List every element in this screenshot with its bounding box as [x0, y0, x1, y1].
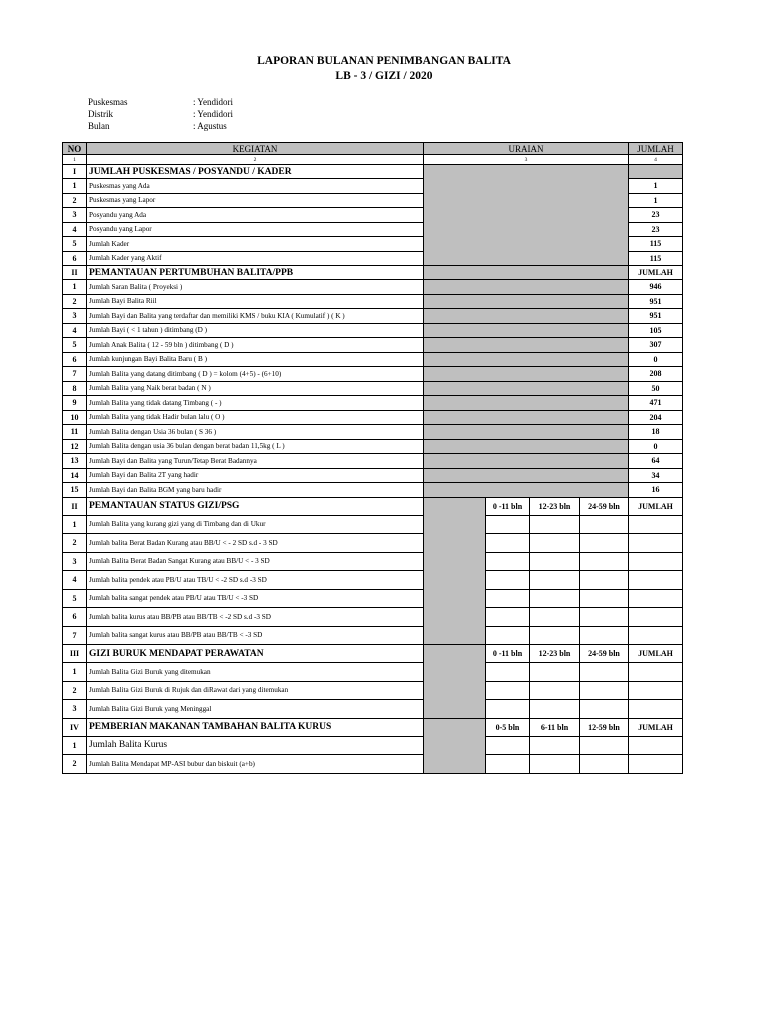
row-number: 1 — [63, 280, 87, 295]
empty-value-cell — [486, 700, 530, 719]
empty-value-cell — [486, 534, 530, 553]
row-number: 13 — [63, 454, 87, 469]
age-column-header: 0 -11 bln — [486, 645, 530, 663]
column-number: 2 — [87, 155, 424, 165]
row-number: 2 — [63, 681, 87, 700]
section-number: III — [63, 645, 87, 663]
empty-value-cell — [629, 608, 683, 627]
table-row — [63, 367, 683, 382]
section-header — [63, 645, 683, 663]
empty-value-cell — [629, 626, 683, 645]
row-number: 3 — [63, 309, 87, 324]
row-value: 0 — [629, 352, 683, 367]
table-row — [63, 571, 683, 590]
row-number: 1 — [63, 179, 87, 194]
row-value: 23 — [629, 208, 683, 223]
row-value: 471 — [629, 396, 683, 411]
section-title: JUMLAH PUSKESMAS / POSYANDU / KADER — [87, 165, 424, 179]
report-table — [62, 142, 683, 774]
empty-value-cell — [629, 663, 683, 682]
row-number: 1 — [63, 736, 87, 755]
empty-value-cell — [580, 626, 629, 645]
row-label: Posyandu yang Ada — [87, 208, 424, 223]
row-number: 6 — [63, 352, 87, 367]
empty-value-cell — [486, 571, 530, 590]
table-row — [63, 736, 683, 755]
empty-value-cell — [530, 534, 580, 553]
row-value: 105 — [629, 323, 683, 338]
empty-value-cell — [580, 515, 629, 534]
empty-value-cell — [580, 681, 629, 700]
age-column-header: 12-59 bln — [580, 718, 629, 736]
empty-value-cell — [530, 755, 580, 774]
row-number: 9 — [63, 396, 87, 411]
uraian-cell — [424, 468, 629, 483]
row-value: 34 — [629, 468, 683, 483]
row-label: Jumlah Balita Mendapat MP-ASI bubur dan biskuit (a+b) — [87, 755, 424, 774]
empty-value-cell — [530, 552, 580, 571]
row-label: Jumlah Balita dengan Usia 36 bulan ( S 36 ) — [87, 425, 424, 440]
empty-value-cell — [629, 515, 683, 534]
section-title: PEMANTAUAN PERTUMBUHAN BALITA/PPB — [87, 266, 424, 280]
empty-value-cell — [486, 589, 530, 608]
row-label: Jumlah balita pendek atau PB/U atau TB/U < -2 SD s.d -3 SD — [87, 571, 424, 590]
row-number: 4 — [63, 323, 87, 338]
empty-value-cell — [530, 681, 580, 700]
row-value: 115 — [629, 251, 683, 266]
row-value: 16 — [629, 483, 683, 498]
empty-value-cell — [530, 700, 580, 719]
empty-value-cell — [486, 736, 530, 755]
row-label: Jumlah Balita Gizi Buruk yang Meninggal — [87, 700, 424, 719]
uraian-cell — [424, 323, 629, 338]
row-value: 23 — [629, 222, 683, 237]
uraian-cell — [424, 367, 629, 382]
age-column-header: JUMLAH — [629, 497, 683, 515]
section-title: PEMANTAUAN STATUS GIZI/PSG — [87, 497, 424, 515]
table-row — [63, 410, 683, 425]
empty-value-cell — [629, 681, 683, 700]
row-number: 3 — [63, 700, 87, 719]
row-label: Jumlah kunjungan Bayi Balita Baru ( B ) — [87, 352, 424, 367]
empty-value-cell — [629, 534, 683, 553]
row-label: Jumlah balita sangat pendek atau PB/U atau TB/U < -3 SD — [87, 589, 424, 608]
section-number: II — [63, 497, 87, 515]
section-number: IV — [63, 718, 87, 736]
empty-value-cell — [629, 755, 683, 774]
uraian-cell — [424, 645, 486, 719]
section-number: II — [63, 266, 87, 280]
row-value: 946 — [629, 280, 683, 295]
table-row — [63, 626, 683, 645]
row-number: 2 — [63, 755, 87, 774]
empty-value-cell — [629, 552, 683, 571]
table-row — [63, 483, 683, 498]
row-value: 18 — [629, 425, 683, 440]
empty-value-cell — [580, 571, 629, 590]
table-row — [63, 552, 683, 571]
row-value: 64 — [629, 454, 683, 469]
col-header-kegiatan: KEGIATAN — [87, 143, 424, 155]
table-row — [63, 425, 683, 440]
table-row — [63, 755, 683, 774]
table-row — [63, 681, 683, 700]
row-number: 5 — [63, 338, 87, 353]
empty-value-cell — [530, 571, 580, 590]
age-column-header: 6-11 bln — [530, 718, 580, 736]
empty-value-cell — [486, 552, 530, 571]
table-row — [63, 515, 683, 534]
jumlah-header: JUMLAH — [629, 266, 683, 280]
table-row — [63, 608, 683, 627]
empty-value-cell — [629, 571, 683, 590]
table-row — [63, 309, 683, 324]
table-row — [63, 352, 683, 367]
age-column-header: 0 -11 bln — [486, 497, 530, 515]
row-label: Posyandu yang Lapor — [87, 222, 424, 237]
table-row — [63, 454, 683, 469]
table-row — [63, 439, 683, 454]
column-number: 3 — [424, 155, 629, 165]
row-number: 7 — [63, 367, 87, 382]
age-column-header: JUMLAH — [629, 718, 683, 736]
row-label: Jumlah Balita yang Naik berat badan ( N ) — [87, 381, 424, 396]
row-value: 951 — [629, 294, 683, 309]
uraian-cell — [424, 309, 629, 324]
meta-label: Puskesmas — [88, 97, 128, 107]
row-number: 7 — [63, 626, 87, 645]
column-number: 1 — [63, 155, 87, 165]
table-row — [63, 663, 683, 682]
age-column-header: 0-5 bln — [486, 718, 530, 736]
row-label: Jumlah Bayi dan Balita 2T yang hadir — [87, 468, 424, 483]
empty-value-cell — [580, 534, 629, 553]
row-number: 4 — [63, 571, 87, 590]
empty-value-cell — [486, 663, 530, 682]
row-value: 50 — [629, 381, 683, 396]
row-label: Jumlah Kader yang Aktif — [87, 251, 424, 266]
empty-value-cell — [629, 700, 683, 719]
table-row — [63, 294, 683, 309]
table-row — [63, 338, 683, 353]
section-title: PEMBERIAN MAKANAN TAMBAHAN BALITA KURUS — [87, 718, 424, 736]
empty-value-cell — [629, 589, 683, 608]
row-label: Jumlah Bayi dan Balita BGM yang baru hadir — [87, 483, 424, 498]
empty-value-cell — [530, 515, 580, 534]
row-number: 2 — [63, 294, 87, 309]
empty-value-cell — [580, 663, 629, 682]
section-header — [63, 497, 683, 515]
table-header — [63, 143, 683, 155]
uraian-cell — [424, 439, 629, 454]
empty-value-cell — [530, 736, 580, 755]
row-number: 2 — [63, 534, 87, 553]
empty-value-cell — [580, 736, 629, 755]
row-number: 6 — [63, 251, 87, 266]
row-label: Jumlah Balita yang tidak Hadir bulan lalu ( O ) — [87, 410, 424, 425]
report-subtitle: LB - 3 / GIZI / 2020 — [335, 70, 433, 82]
row-number: 4 — [63, 222, 87, 237]
row-value: 1 — [629, 193, 683, 208]
col-header-uraian: URAIAN — [424, 143, 629, 155]
empty-value-cell — [530, 589, 580, 608]
row-value: 951 — [629, 309, 683, 324]
uraian-cell — [424, 280, 629, 295]
empty-value-cell — [580, 608, 629, 627]
table-row — [63, 468, 683, 483]
row-label: Jumlah Balita Gizi Buruk yang ditemukan — [87, 663, 424, 682]
row-label: Jumlah balita kurus atau BB/PB atau BB/TB < -2 SD s.d -3 SD — [87, 608, 424, 627]
meta-value: : Yendidori — [193, 109, 234, 119]
empty-value-cell — [580, 700, 629, 719]
table-row — [63, 589, 683, 608]
uraian-cell — [424, 410, 629, 425]
row-value: 204 — [629, 410, 683, 425]
row-value: 1 — [629, 179, 683, 194]
meta-label: Bulan — [88, 121, 110, 131]
empty-value-cell — [629, 736, 683, 755]
age-column-header: 12-23 bln — [530, 497, 580, 515]
row-number: 5 — [63, 589, 87, 608]
empty-value-cell — [530, 626, 580, 645]
row-label: Jumlah balita Berat Badan Kurang atau BB/U < - 2 SD s.d - 3 SD — [87, 534, 424, 553]
meta-label: Distrik — [88, 109, 114, 119]
uraian-cell — [424, 718, 486, 773]
row-value: 0 — [629, 439, 683, 454]
row-label: Jumlah Balita yang datang ditimbang ( D ) = kolom (4+5) - (6+10) — [87, 367, 424, 382]
section-header — [63, 718, 683, 736]
row-value: 115 — [629, 237, 683, 252]
row-label: Puskesmas yang Ada — [87, 179, 424, 194]
age-column-header: 24-59 bln — [580, 645, 629, 663]
jumlah-header — [629, 165, 683, 179]
row-label: Jumlah balita sangat kurus atau BB/PB atau BB/TB < -3 SD — [87, 626, 424, 645]
report-meta — [88, 96, 233, 132]
uraian-cell — [424, 266, 629, 280]
empty-value-cell — [580, 589, 629, 608]
uraian-cell — [424, 352, 629, 367]
row-number: 2 — [63, 193, 87, 208]
row-value: 208 — [629, 367, 683, 382]
row-number: 15 — [63, 483, 87, 498]
row-label: Jumlah Balita Kurus — [87, 736, 424, 755]
table-row — [63, 323, 683, 338]
empty-value-cell — [486, 681, 530, 700]
row-number: 1 — [63, 515, 87, 534]
empty-value-cell — [530, 663, 580, 682]
uraian-cell — [424, 165, 629, 266]
column-number-row — [63, 155, 683, 165]
empty-value-cell — [580, 755, 629, 774]
section-header — [63, 165, 683, 179]
table-row — [63, 534, 683, 553]
row-label: Puskesmas yang Lapor — [87, 193, 424, 208]
uraian-cell — [424, 294, 629, 309]
uraian-cell — [424, 497, 486, 645]
table-row — [63, 280, 683, 295]
row-number: 1 — [63, 663, 87, 682]
age-column-header: JUMLAH — [629, 645, 683, 663]
row-value: 307 — [629, 338, 683, 353]
row-number: 11 — [63, 425, 87, 440]
row-number: 12 — [63, 439, 87, 454]
section-number: I — [63, 165, 87, 179]
row-label: Jumlah Balita Berat Badan Sangat Kurang atau BB/U < - 3 SD — [87, 552, 424, 571]
row-label: Jumlah Bayi ( < 1 tahun ) ditimbang (D ) — [87, 323, 424, 338]
column-number: 4 — [629, 155, 683, 165]
empty-value-cell — [486, 755, 530, 774]
uraian-cell — [424, 396, 629, 411]
empty-value-cell — [486, 515, 530, 534]
uraian-cell — [424, 338, 629, 353]
section-title: GIZI BURUK MENDAPAT PERAWATAN — [87, 645, 424, 663]
row-label: Jumlah Balita yang tidak datang Timbang ( - ) — [87, 396, 424, 411]
row-label: Jumlah Balita yang kurang gizi yang di Timbang dan di Ukur — [87, 515, 424, 534]
row-number: 6 — [63, 608, 87, 627]
age-column-header: 12-23 bln — [530, 645, 580, 663]
row-label: Jumlah Bayi dan Balita yang Turun/Tetap Berat Badannya — [87, 454, 424, 469]
uraian-cell — [424, 454, 629, 469]
row-number: 3 — [63, 208, 87, 223]
uraian-cell — [424, 483, 629, 498]
row-label: Jumlah Bayi dan Balita yang terdaftar dan memiliki KMS / buku KIA ( Kumulatif ) ( K ) — [87, 309, 424, 324]
row-number: 3 — [63, 552, 87, 571]
report-title: LAPORAN BULANAN PENIMBANGAN BALITA — [257, 55, 511, 67]
row-number: 5 — [63, 237, 87, 252]
table-row — [63, 396, 683, 411]
empty-value-cell — [530, 608, 580, 627]
row-label: Jumlah Saran Balita ( Proyeksi ) — [87, 280, 424, 295]
row-label: Jumlah Balita dengan usia 36 bulan dengan berat badan 11,5kg ( L ) — [87, 439, 424, 454]
empty-value-cell — [580, 552, 629, 571]
col-header-jumlah: JUMLAH — [629, 143, 683, 155]
row-label: Jumlah Anak Balita ( 12 - 59 bln ) ditimbang ( D ) — [87, 338, 424, 353]
meta-value: : Agustus — [193, 121, 227, 131]
row-label: Jumlah Kader — [87, 237, 424, 252]
empty-value-cell — [486, 626, 530, 645]
row-number: 8 — [63, 381, 87, 396]
col-header-no: NO — [63, 143, 87, 155]
row-number: 14 — [63, 468, 87, 483]
table-row — [63, 381, 683, 396]
section-header — [63, 266, 683, 280]
table-row — [63, 700, 683, 719]
uraian-cell — [424, 381, 629, 396]
meta-value: : Yendidori — [193, 97, 234, 107]
row-label: Jumlah Balita Gizi Buruk di Rujuk dan diRawat dari yang ditemukan — [87, 681, 424, 700]
row-number: 10 — [63, 410, 87, 425]
age-column-header: 24-59 bln — [580, 497, 629, 515]
row-label: Jumlah Bayi Balita Riil — [87, 294, 424, 309]
uraian-cell — [424, 425, 629, 440]
empty-value-cell — [486, 608, 530, 627]
